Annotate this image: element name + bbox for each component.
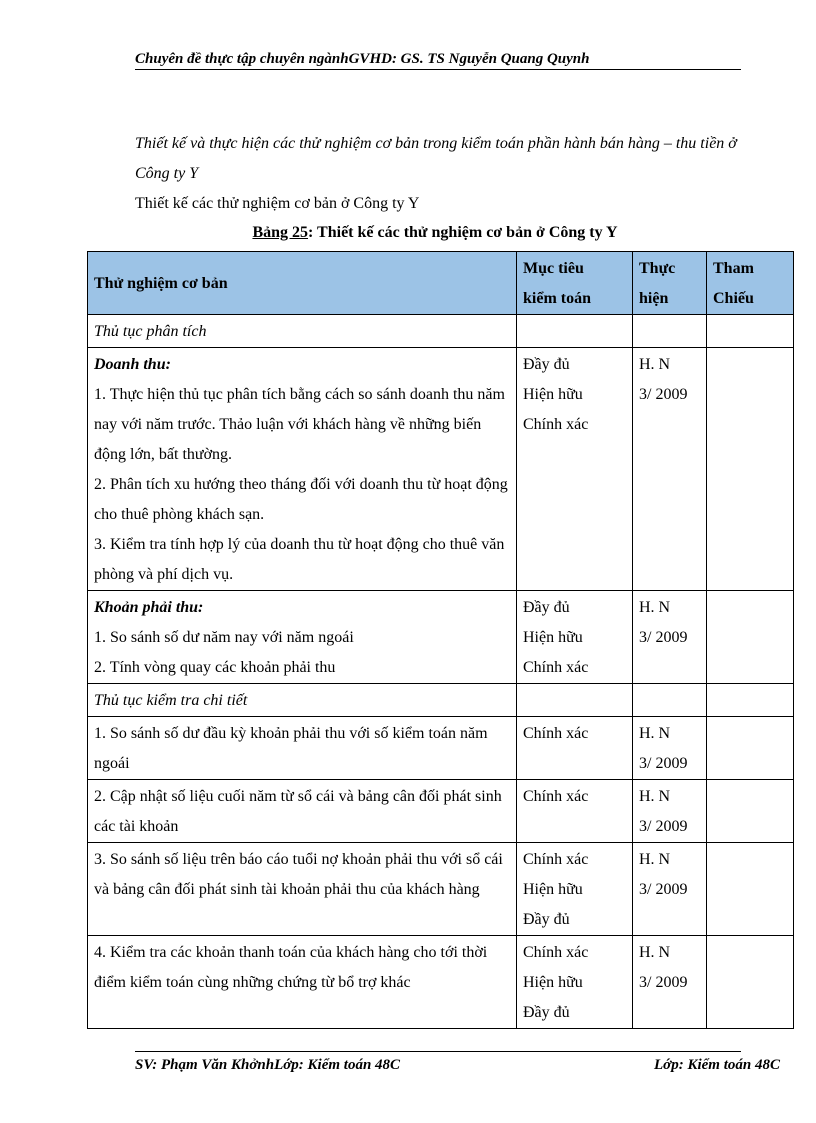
performed-cell — [633, 591, 707, 684]
objective: Chính xác — [523, 659, 589, 676]
test-item: 2. Tính vòng quay các khoản phải thu — [94, 659, 336, 676]
header-reference-line: Chiếu — [713, 290, 754, 307]
page-header: Chuyên đề thực tập chuyên ngànhGVHD: GS. TS Nguyễn Quang Quynh — [135, 51, 590, 67]
objective-cell — [517, 780, 633, 843]
table-caption-label: Bảng 25 — [252, 224, 309, 241]
substantive-tests-table — [87, 251, 794, 1029]
table-caption — [0, 222, 816, 244]
table-row — [88, 936, 794, 1029]
test-description — [88, 591, 517, 684]
performed-date: 3/ 2009 — [639, 881, 688, 898]
header-reference — [707, 252, 794, 315]
test-group-title: Doanh thu: — [94, 356, 171, 373]
header-divider — [135, 69, 741, 70]
header-objective-line: kiểm toán — [523, 290, 591, 307]
performer: H. N — [639, 599, 671, 616]
objective: Chính xác — [523, 944, 589, 961]
performed-date: 3/ 2009 — [639, 755, 688, 772]
section-row — [88, 315, 794, 348]
header-performed-line: hiện — [639, 290, 669, 307]
performed-cell — [633, 348, 707, 591]
header-performed — [633, 252, 707, 315]
objective-cell — [517, 591, 633, 684]
performed-date: 3/ 2009 — [639, 386, 688, 403]
test-item: 1. Thực hiện thủ tục phân tích bằng cách so sánh doanh thu năm nay với năm trước. Thảo luận với khách hàng về những biến động lớn, bất thường. — [94, 386, 505, 463]
header-reference-line: Tham — [713, 260, 754, 277]
objective: Đầy đủ — [523, 599, 570, 616]
test-description — [88, 843, 517, 936]
performed-cell — [633, 780, 707, 843]
performer: H. N — [639, 356, 671, 373]
objective: Hiện hữu — [523, 974, 583, 991]
reference-cell — [707, 936, 794, 1029]
footer-student: SV: Phạm Văn KhởnhLớp: Kiểm toán 48C — [135, 1057, 401, 1073]
header-test: Thử nghiệm cơ bản — [88, 252, 517, 315]
header-performed-line: Thực — [639, 260, 676, 277]
objective: Chính xác — [523, 851, 589, 868]
table-cell — [517, 315, 633, 348]
performer: H. N — [639, 725, 671, 742]
header-objective — [517, 252, 633, 315]
table-header-row — [88, 252, 794, 315]
objective: Đầy đủ — [523, 911, 570, 928]
table-cell — [707, 315, 794, 348]
reference-cell — [707, 591, 794, 684]
performer: H. N — [639, 788, 671, 805]
table-row — [88, 591, 794, 684]
test-description — [88, 780, 517, 843]
table-row — [88, 843, 794, 936]
test-item: 1. So sánh số dư đầu kỳ khoản phải thu với số kiểm toán năm ngoái — [94, 725, 488, 772]
table-cell — [517, 684, 633, 717]
test-item: 2. Phân tích xu hướng theo tháng đối với doanh thu từ hoạt động cho thuê phòng khách sạn. — [94, 476, 508, 523]
table-cell — [633, 315, 707, 348]
table-caption-title: : Thiết kế các thử nghiệm cơ bản ở Công ty Y — [308, 224, 618, 241]
objective: Hiện hữu — [523, 629, 583, 646]
table-row — [88, 348, 794, 591]
table-cell — [707, 684, 794, 717]
intro-subheading: Thiết kế các thử nghiệm cơ bản ở Công ty Y — [135, 195, 420, 212]
objective: Hiện hữu — [523, 881, 583, 898]
reference-cell — [707, 717, 794, 780]
performed-date: 3/ 2009 — [639, 974, 688, 991]
test-item: 1. So sánh số dư năm nay với năm ngoái — [94, 629, 354, 646]
performer: H. N — [639, 944, 671, 961]
reference-cell — [707, 780, 794, 843]
objective: Đầy đủ — [523, 1004, 570, 1021]
objective: Chính xác — [523, 416, 589, 433]
performed-date: 3/ 2009 — [639, 818, 688, 835]
test-group-title: Khoản phải thu: — [94, 599, 204, 616]
intro-text — [135, 129, 755, 219]
test-item: 3. Kiểm tra tính hợp lý của doanh thu từ hoạt động cho thuê văn phòng và phí dịch vụ. — [94, 536, 505, 583]
test-item: 3. So sánh số liệu trên báo cáo tuổi nợ khoản phải thu với sổ cái và bảng cân đối phát sinh tài khoản phải thu của khách hàng — [94, 851, 503, 898]
footer-divider — [135, 1051, 741, 1052]
objective: Chính xác — [523, 725, 589, 742]
performed-cell — [633, 717, 707, 780]
intro-heading: Thiết kế và thực hiện các thử nghiệm cơ bản trong kiểm toán phần hành bán hàng – thu tiền ở Công ty Y — [135, 135, 737, 182]
table-row — [88, 780, 794, 843]
performer: H. N — [639, 851, 671, 868]
header-objective-line: Mục tiêu — [523, 260, 584, 277]
section-title: Thủ tục kiểm tra chi tiết — [88, 684, 517, 717]
objective: Chính xác — [523, 788, 589, 805]
test-item: 2. Cập nhật số liệu cuối năm từ sổ cái và bảng cân đối phát sinh các tài khoản — [94, 788, 502, 835]
objective: Hiện hữu — [523, 386, 583, 403]
objective-cell — [517, 717, 633, 780]
table-row — [88, 717, 794, 780]
reference-cell — [707, 348, 794, 591]
objective-cell — [517, 843, 633, 936]
objective: Đầy đủ — [523, 356, 570, 373]
objective-cell — [517, 348, 633, 591]
test-description — [88, 717, 517, 780]
test-item: 4. Kiểm tra các khoản thanh toán của khách hàng cho tới thời điểm kiểm toán cùng những chứng từ bổ trợ khác — [94, 944, 488, 991]
table-cell — [633, 684, 707, 717]
test-description — [88, 348, 517, 591]
performed-date: 3/ 2009 — [639, 629, 688, 646]
test-description — [88, 936, 517, 1029]
footer-class: Lớp: Kiểm toán 48C — [654, 1057, 780, 1073]
section-title: Thủ tục phân tích — [88, 315, 517, 348]
performed-cell — [633, 936, 707, 1029]
section-row — [88, 684, 794, 717]
reference-cell — [707, 843, 794, 936]
performed-cell — [633, 843, 707, 936]
objective-cell — [517, 936, 633, 1029]
